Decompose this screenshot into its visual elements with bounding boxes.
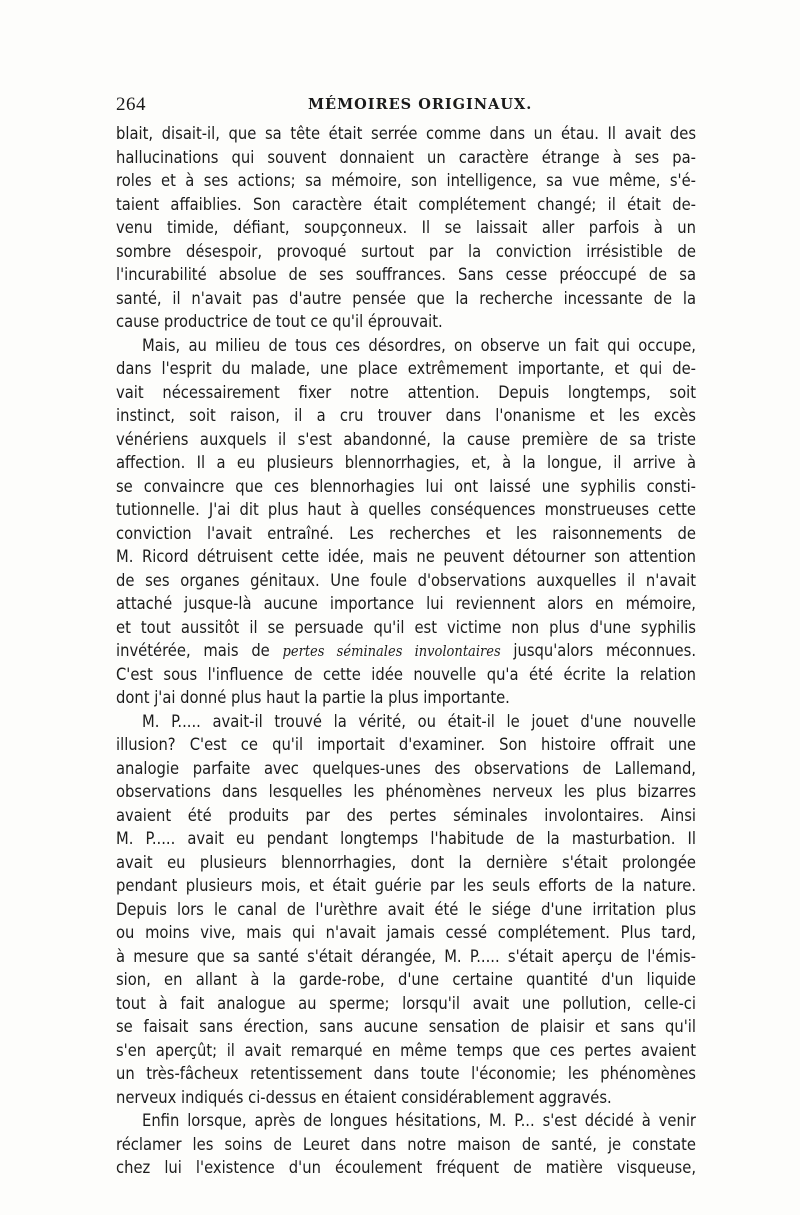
text-line-content: avait eu plusieurs blennorrhagies, dont la dernière s'était prolongée bbox=[116, 852, 696, 872]
text-line bbox=[116, 451, 696, 475]
text-line-content: santé, il n'avait pas d'autre pensée que la recherche incessante de la bbox=[116, 288, 696, 308]
text-line-content: conviction l'avait entraîné. Les recherches et les raisonnements de bbox=[116, 523, 696, 543]
text-line-content: observations dans lesquelles les phénomènes nerveux les plus bizarres bbox=[116, 782, 696, 801]
text-line bbox=[116, 1015, 696, 1039]
text-line bbox=[116, 804, 696, 828]
text-line bbox=[116, 240, 696, 264]
text-line-content: M. P..... avait eu pendant longtemps l'habitude de la masturbation. Il bbox=[116, 829, 696, 848]
text-line-content: M. P..... avait-il trouvé la vérité, ou était-il le jouet d'une nouvelle bbox=[142, 711, 696, 731]
text-line bbox=[116, 710, 696, 734]
text-line-content: nerveux indiqués ci-dessus en étaient considérablement aggravés. bbox=[116, 1087, 612, 1107]
text-line-content: chez lui l'existence d'un écoulement fréquent de matière visqueuse, bbox=[116, 1158, 696, 1177]
text-line-content: et tout aussitôt il se persuade qu'il est victime non plus d'une syphilis bbox=[116, 617, 696, 637]
text-line-content: roles et à ses actions; sa mémoire, son intelligence, sa vue même, s'é- bbox=[116, 171, 696, 190]
text-line-content: dont j'ai donné plus haut la partie la plus importante. bbox=[116, 688, 510, 707]
text-line bbox=[116, 522, 696, 546]
text-line bbox=[116, 310, 696, 334]
text-line-content: Enfin lorsque, après de longues hésitations, M. P... s'est décidé à venir bbox=[142, 1111, 696, 1130]
text-line-content: vénériens auxquels il s'est abandonné, la cause première de sa triste bbox=[116, 429, 696, 449]
text-line bbox=[116, 263, 696, 287]
text-line bbox=[116, 1109, 696, 1133]
text-line bbox=[116, 827, 696, 851]
text-line-content: se faisait sans érection, sans aucune sensation de plaisir et sans qu'il bbox=[116, 1017, 696, 1036]
text-line-content: avaient été produits par des pertes séminales involontaires. Ainsi bbox=[116, 805, 696, 825]
text-line-content: blait, disait-il, que sa tête était serrée comme dans un étau. Il avait des bbox=[116, 124, 696, 143]
text-line bbox=[116, 122, 696, 146]
text-line bbox=[116, 945, 696, 969]
text-line-content: ou moins vive, mais qui n'avait jamais cessé complétement. Plus tard, bbox=[116, 923, 696, 942]
text-line-content: venu timide, défiant, soupçonneux. Il se laissait aller parfois à un bbox=[116, 218, 696, 237]
text-line bbox=[116, 146, 696, 170]
italic-phrase: pertes séminales involontaires bbox=[282, 644, 501, 660]
text-line bbox=[116, 169, 696, 193]
text-line-content: un très-fâcheux retentissement dans toute l'économie; les phénomènes bbox=[116, 1064, 696, 1083]
text-line bbox=[116, 757, 696, 781]
text-line bbox=[116, 639, 696, 663]
text-line bbox=[116, 1039, 696, 1063]
text-line-content: à mesure que sa santé s'était dérangée, M. P..... s'était aperçu de l'émis- bbox=[116, 946, 696, 966]
text-line-content: instinct, soit raison, il a cru trouver dans l'onanisme et les excès bbox=[116, 406, 696, 425]
text-line-content: Depuis lors le canal de l'urèthre avait été le siége d'une irritation plus bbox=[116, 899, 696, 919]
text-line bbox=[116, 874, 696, 898]
text-line-content: tout à fait analogue au sperme; lorsqu'il avait une pollution, celle-ci bbox=[116, 993, 696, 1013]
text-line-content: sombre désespoir, provoqué surtout par la conviction irrésistible de bbox=[116, 241, 696, 261]
text-line bbox=[116, 193, 696, 217]
text-line-content: tutionnelle. J'ai dit plus haut à quelles conséquences monstrueuses cette bbox=[116, 500, 696, 519]
text-line bbox=[116, 616, 696, 640]
page-header bbox=[116, 94, 696, 118]
text-line bbox=[116, 287, 696, 311]
text-line-content: se convaincre que ces blennorhagies lui ont laissé une syphilis consti- bbox=[116, 476, 696, 496]
running-title: MÉMOIRES ORIGINAUX. bbox=[308, 96, 533, 113]
text-line bbox=[116, 921, 696, 945]
body-text bbox=[116, 122, 696, 1180]
text-line bbox=[116, 780, 696, 804]
text-line-content: de ses organes génitaux. Une foule d'observations auxquelles il n'avait bbox=[116, 570, 696, 590]
text-line bbox=[116, 404, 696, 428]
text-line bbox=[116, 428, 696, 452]
text-line-content: s'en aperçût; il avait remarqué en même temps que ces pertes avaient bbox=[116, 1040, 696, 1060]
text-line-content: pendant plusieurs mois, et était guérie par les seuls efforts de la nature. bbox=[116, 876, 696, 895]
text-line bbox=[116, 1133, 696, 1157]
text-line bbox=[116, 898, 696, 922]
text-line-content: attaché jusque-là aucune importance lui reviennent alors en mémoire, bbox=[116, 594, 696, 613]
text-line-content: taient affaiblies. Son caractère était complétement changé; il était de- bbox=[116, 194, 696, 214]
text-line-content: sion, en allant à la garde-robe, d'une certaine quantité d'un liquide bbox=[116, 970, 696, 989]
text-line-content: invétérée, mais de bbox=[116, 641, 283, 660]
text-line bbox=[116, 357, 696, 381]
text-line-content: hallucinations qui souvent donnaient un caractère étrange à ses pa- bbox=[116, 147, 696, 167]
text-line-content: l'incurabilité absolue de ses souffrances. Sans cesse préoccupé de sa bbox=[116, 265, 696, 284]
text-line bbox=[116, 686, 696, 710]
text-line bbox=[116, 475, 696, 499]
text-line-content: Mais, au milieu de tous ces désordres, on observe un fait qui occupe, bbox=[142, 335, 696, 355]
text-line bbox=[116, 1086, 696, 1110]
text-line-content: réclamer les soins de Leuret dans notre maison de santé, je constate bbox=[116, 1134, 696, 1154]
text-line bbox=[116, 663, 696, 687]
text-line bbox=[116, 216, 696, 240]
text-line bbox=[116, 545, 696, 569]
text-line-content: analogie parfaite avec quelques-unes des observations de Lallemand, bbox=[116, 758, 696, 778]
text-line bbox=[116, 592, 696, 616]
text-line bbox=[116, 968, 696, 992]
text-line-content: C'est sous l'influence de cette idée nouvelle qu'a été écrite la relation bbox=[116, 664, 696, 684]
text-line-content: cause productrice de tout ce qu'il éprouvait. bbox=[116, 312, 443, 331]
text-line bbox=[116, 851, 696, 875]
text-line-content: affection. Il a eu plusieurs blennorrhagies, et, à la longue, il arrive à bbox=[116, 453, 696, 472]
text-line-content: dans l'esprit du malade, une place extrêmement importante, et qui de- bbox=[116, 359, 696, 378]
text-line bbox=[116, 1062, 696, 1086]
text-line bbox=[116, 733, 696, 757]
text-line bbox=[116, 1156, 696, 1180]
text-line bbox=[116, 569, 696, 593]
text-line-content: M. Ricord détruisent cette idée, mais ne peuvent détourner son attention bbox=[116, 547, 696, 566]
text-line-content: vait nécessairement fixer notre attention. Depuis longtemps, soit bbox=[116, 382, 696, 402]
text-line-content: illusion? C'est ce qu'il importait d'examiner. Son histoire offrait une bbox=[116, 735, 696, 754]
text-line bbox=[116, 992, 696, 1016]
page-number: 264 bbox=[116, 94, 146, 115]
text-line bbox=[116, 498, 696, 522]
text-line-tail: jusqu'alors méconnues. bbox=[500, 641, 696, 660]
text-line bbox=[116, 381, 696, 405]
text-line bbox=[116, 334, 696, 358]
